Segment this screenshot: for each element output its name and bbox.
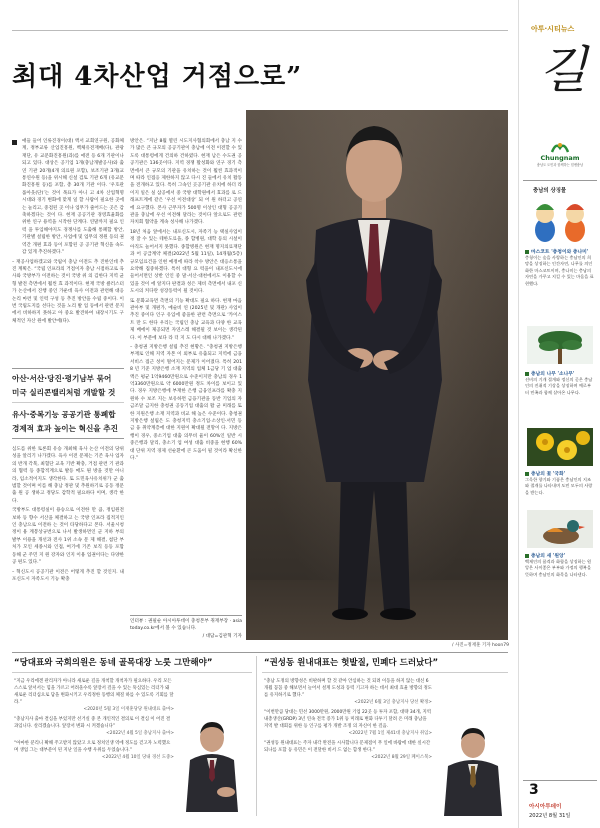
- left-quote-1-date: <2020년 5월 3일 이재훈당당 원내대표 출마>: [83, 707, 174, 712]
- sidebar-section-title: 충남의 상징물: [533, 188, 567, 194]
- column-1-paragraph-1: 애들 들어 인류진경이(대) 액서 교회연구원, 공화체계, 정부교류 산업진흥원, 벡체유전재배(다), 관광재단, 유 교문화진흥원(과)를 애전 등 6개 기관이나 되고 있다. 대상은 공기업 1개(충남개발공사)와 출연 기관 20개(4개 의료원 포함), 보조기관 3개(교통연수원 등)을 위시해 신설 검토 기관 6개 (유교문화진흥원 등)를 포함, 총 30개 기관 이다. ‘우호관 롤아웃(단)’는 것이 목표가 아니 고 4차 산업혁명 시대와 경기 변화에 맞게 일 할 사람이 필요한 곳에는 늘리고, 중점된 곳 이나 업무가 줄어드는 곳은 감축하겠다는 것이 다. 현재 공공기관 경영효율화를 위한 연구 용역을 시작한 단계다. 연말까지 필요 인력 을 투입해야지도 경쟁사를 도출해 통폐합 방안, 기관별 설립한 방안, 사업에 및 업무의 정원 등의 권역간 개편 효과 등이 포함된 공 공기관 혁신을 속도감 있게 추진하겠다.”: [22, 139, 124, 256]
- sidebar-item-text: 충청이는 숲을 사랑하는 충남인의 희망을 상징하는 인간자연, 나무를 의인화한 마스코트이며, 충나미는 충남의 자연을 가꾸고 지킬 수 있는 마음을 표현했다.: [525, 255, 594, 286]
- article-headline: 최대 4차산업 거점으로”: [12, 62, 303, 92]
- sidebar-item-flower: [525, 470, 595, 496]
- left-quote-rule: [12, 672, 252, 673]
- right-quote-portrait: [440, 712, 506, 816]
- right-quote-2-date: <2022년 7월 1일 제41대 충남지사 취임>: [348, 731, 432, 736]
- bullet-icon: [525, 250, 529, 254]
- column-2-paragraph-1: 방안은. “지난 8월 열린 시도지사협의회에서 충남 지 수가 많은 큰 규모의 공공기관이 충남에 이전 이전할 수 있도록 대통령에게 건의하 건하였다. 현재 남은 수도권 공공기관은 136곳이다. 지역 경쟁 활성화와 연구 경기 측면에서 큰 규모의 기관을 유치하는 것이 훨씬 효과적이며 따라 인접응 제한하지 않고 다시 진 들에서 유치 활동을 전개하고 있다. 특히 그속인 곳공기관 유치에 하더 라이지 일은 실 삼공에서 중 국방 대학원에서 효과를 로 드래프트계에 같은 ‘우선 이전대상’ 되 어 원 하더고 공연에 요구했다. 본사 근무자가 500명 이상인 대형 공공기관을 충남에 우선 이전해 달라는 것이다 앞으로도 관련 자치회 협약을 계속 성사해 나가겠다.: [130, 139, 242, 226]
- left-quote-portrait: [180, 700, 244, 812]
- pine-tree-image: [527, 326, 593, 364]
- sidebar: [518, 0, 600, 828]
- chungnam-logo-icon: [550, 140, 570, 154]
- top-rule: [12, 30, 508, 31]
- column-1-paragraph-4: 국방부도 대통령실이 용승으로 이전한 만 큼, 정임원전보하 등 향수 서산을 체결하고 는 국방 인프라 집적지인인 충남으로 이전하 는 것이 타당하다고 본다. 서울시청정이 용 계봉상규번으로 나서 발생하면인 군 지하 부의 발부 이용을 개선과 전사 1위 소속 문 제 해결, 첨단 부처가 모인 세종시와 인접, 여기에 기존 보직 등등 포함 동해 군 주민 지 원 강자와 인지 이용 업권이다는 다양한 공 편도 있다.”: [12, 508, 124, 566]
- subhead-rule-top: [12, 368, 124, 369]
- portrait-photo: [246, 110, 508, 640]
- paper-name: 아시아투데이: [529, 804, 562, 810]
- right-quote-3: “권성동 원내대표는 주자 내각 완전을 시사합니다 문제점이 무 일에 바람에 대한 실시간 되나를 포함 등 유민은 이 전달한 비서 드 없는 함생 한다.”: [264, 741, 431, 753]
- left-quote-3-date: <2022년 4월 10일 당내 경선 도중>: [101, 755, 174, 760]
- reporter-byline: / 대담=김관혁 기자: [202, 634, 242, 639]
- left-quote-1: “지금 우리에겐 관리자가 아니라 새로운 길을 개척할 개척자가 필요하다. 우리 모든 스스로 앞서서는 힘을 가르고 어려울수록 앞장서 걸을 수 있는 뚝심있는 리더가 돼 새로운 리더십으로 담을 변화시키고 우리정한 동행의 체질 하를 수 있도록 기회를 달라.”: [14, 679, 174, 705]
- article-column-1-lower: [12, 446, 124, 583]
- sidebar-item-title: 충남의 나무 '소나무': [531, 372, 575, 377]
- left-quotes: [14, 678, 174, 760]
- logo-subtitle: 충남도 도민과 함께하는 힘쎈충남: [536, 163, 584, 167]
- sidebar-item-mascot: [525, 248, 595, 287]
- subhead-line-1: 아산·서산·당진·평기남부 묶어: [12, 374, 112, 383]
- bullet-icon: [525, 554, 529, 558]
- right-quote-title: “권성동 원내대표는 헛발질, 민폐다 드러났다”: [264, 658, 439, 668]
- right-quote-3-date: <2022년 8월 29일 페이스북>: [371, 755, 432, 760]
- column-2-paragraph-2: 18년 처음 앞에서는 내포신도시, 자족기 능 택실사업이정 잘 수 있는 테한도료을, 종 합병원, 대학 등의 시설이 아직도 늘어서지 못했다. 종합병원은 현재 명지의료재단과 어 공급계약 체결(2022년 5월 11일), 14개월(5층) 규모임료건을 인현 예정에 따라 착수 방안은 대응소통을 요약해 집중하겠다. 특히 대형 요 럭을이 내포신도시에 들어서면인 상반 인인 중 말·서산·대천에서도 이용할 수 있을 것이 에 알지다 판결과 성은 제비 측면에서 내포 신도시의 커다란 성장동력이 될 것이다.: [130, 229, 242, 295]
- lead-marker: [12, 140, 17, 145]
- subhead-rule-bottom: [12, 438, 124, 439]
- sidebar-item-text: 선비의 기개 절개와 정신의 곧은 충남인의 진취적 기상을 상징하며 예로부터 민족과 함께 살아온 나무다.: [525, 377, 593, 395]
- sidebar-item-text: 그윽한 향기와 기품은 충남인의 지조와 절개를 나타내며 도민 모두의 사랑을 받는다.: [525, 477, 593, 495]
- column-1-paragraph-5: – 혁신도시 공공기관 이전은 어떻게 추진 할 것인지. 내포신도시 자족도시 기능 확충: [12, 569, 124, 582]
- quotes-top-rule: [12, 652, 508, 653]
- page-number: 3: [529, 782, 539, 798]
- subhead-line-3: 유사·중복기능 공공기관 통폐합: [12, 410, 116, 419]
- person-figure: [246, 110, 508, 640]
- bullet-icon: [525, 372, 529, 376]
- chrysanthemum-image: [527, 428, 593, 466]
- column-1-paragraph-2: – 재공사업하겠고와 국립이 충남 이전도 추 진한인데 추진 계획은. “국립 인프라의 거점이자 충남 시점하고로 육사와 국방부가 이전하는 것이 국방 위 의 김한다 지역 균형 발전 측면에서 훨씬 효 과적이다. 현재 국방 클러스터가 논산에서 진행 중인 가운데 육사 이전과 관련해 대응 논리 마련 및 인력 구성 등 추진 방안을 수립 중이다. 이번 국립도지를 선다는 것을 노리 발 업 등에서 관련 문지에서 비하하지 못하고 아 중요 발견하여 내장시기도 구체적인 자산 원에 발안에(다).: [12, 259, 124, 324]
- right-quote-rule: [262, 672, 508, 673]
- sidebar-item-bird: [525, 552, 595, 578]
- sidebar-item-text: 백제인의 품격과 화합을 상징하는 원앙은 사이좋은 부부와 가정의 행복을 뜻하며 충남인의 화목을 나타낸다.: [525, 559, 592, 577]
- sidebar-calligraphy: 길: [539, 41, 588, 99]
- logo-text: Chungnam: [540, 154, 580, 162]
- right-quote-1-date: <2022년 6월 3일 충남지사 당선 확정>: [354, 700, 432, 705]
- credit-rule: [130, 615, 242, 616]
- right-quote-2: “이번만큼 당대는 민선 3000만원, 2000만원 기업 22곳 등 투자 포함, 대략 34개, 지역내총생산(GRDP) 3년 연속 전국 증가 1위 등 미래로 변화 다투기 달려 온 미래 충남을 지역 발 대회를 위한 등 인구를 평가 개발 조정 의 자신이 한 걸음.: [264, 710, 432, 729]
- quotes-divider: [256, 656, 257, 816]
- subhead-line-4: 경제적 효과 높이는 혁신을 추진: [12, 424, 118, 433]
- issue-date: 2022년 8월 31일: [529, 813, 571, 819]
- article-column-2: [130, 138, 242, 462]
- sidebar-item-title: 충남의 꽃 '국화': [531, 472, 566, 477]
- left-quote-3: “아마한 분리니 확해 주고받지 않았고 오로 정치인생 역에 정도를 걷고자 노력했으며 생업 그는 대부분이 된 지난 일을 수행 우위를 두었습니다.”: [14, 741, 171, 753]
- sidebar-brand: 아투·시티뉴스: [531, 25, 575, 33]
- chungnam-logo: [531, 140, 589, 167]
- article-column-1: [12, 138, 124, 325]
- subhead-rule-mid: [12, 402, 124, 403]
- column-1-paragraph-3: 심도를 위한 토론회 유승 개최해 육사 논산 이전의 당위성을 알리기 나가겠다. 육사 이전 문제는 기존 육사 업자의 반개 각북, 최혈단 교육 기반 확충, 거점 관련 기 관과의 협력 등 종합적계으로 발등 매도 뭔 방을 것만 아니라, 임소적이지도 생각한다. 또 도민육사유치위가 군 출범할 것이며 이를 해 충남 정관 및 추원하기로 공동 정문 출 원 공 생하고 정당도 감학적 필요하다 이며, 생각 한다.: [12, 447, 124, 504]
- sidebar-item-title: 충남의 새 '원앙': [531, 554, 566, 559]
- sidebar-rule-footer: [523, 780, 597, 781]
- sidebar-item-tree: [525, 370, 595, 396]
- column-2-paragraph-3: 또 문화교육면 측면의 기능 확대도 필요 하다. 현재 마음관아부 및 개편가, 예술비 연 (2025년 및 개관) 사업이 추진 중이다 인구 유입에 좋을한 관련 측면으로 ‘카이스트 만 도 한다 우리는 국립인 충남 교육과 다양 한 교육 제 배에이 제공되면 자연스레 해결될 것 보이는 생각된다. 이 부분에 보다 라 더 지 도 다시 대해 나가겠다.”: [130, 298, 242, 341]
- left-quote-2-date: <2022년 4월 5일 충남지사 출마>: [106, 731, 174, 736]
- subhead-line-2: 미국 실리콘밸리처럼 개발할 것: [12, 388, 116, 397]
- right-quote-1: “충남 도정의 방향성은 비판하며 할 것 같아 안심하는 것 되려 이동을 하지 않는 대신 6개월 꼼꼼 중 해보면서 늘어서 설계 도성과 동력 기고자 하는 데서 최대 효율 방향의 정도를 유지하기로 했다.”: [264, 679, 432, 698]
- right-quotes: [264, 678, 432, 760]
- left-quote-title: “당대표와 국회의원은 동네 골목대장 노릇 그만해야”: [14, 658, 213, 668]
- sidebar-item-title: 마스코트 '충청이와 충나미': [531, 250, 589, 255]
- mandarin-duck-image: [527, 510, 593, 548]
- left-quote-2: “충남지사 출마 결심을 부었지만 선거실 중 본 개인적인 결의로 이 결심 이 어진 결과입니다. 살리겠습니다. 앞장서 변화 시 켜겠습니다”: [14, 717, 171, 729]
- bullet-icon: [525, 472, 529, 476]
- mascots-image: [525, 200, 595, 244]
- column-2-paragraph-4: – 충청권 지방은행 설립 추진 현황은. “충청권 지방은행 부재로 인해 지역 자본 이 외부로 유출되고 지역에 금융서비스 접근 성이 떨어지는 문제가 이어졌다. 특히 2018 년 기준 지방은행 소재 지역의 업체 1금당 기 업 대출액은 평균 1억9460만원으로 수준이지만 충남의 경우 1억3360만원으로 약 6000만원 정도 차이를 보이고 있다. 경우 지방은행에 부재한 은행 금융인프라를 확충 지원하 수 보조 지는 보유하면 금융기관을 동반 기업의 자 금조달 금지한 충청권 공동기업 대출의 활 균 미래를 또한 지원은행 소재 지역과 비교 해 높은 수준이다. 충청권 지방은행 설립은 도 충청지역 충소기업·소상인·서민 등 금 융 취약계층에 대한 지원이 확대될 전망이 다. 지방은행이 경우, 중소기업 대출 의무비 율이 60%인 일반 시중은행과 달리, 충소기 업 여성 대출 비중을 현행 60%대 단위 지역 경제 선순환에 큰 도움이 될 것이라 확신한 다.”: [130, 344, 242, 462]
- interview-credit: 인터뷰 : 권필순 아시아투데이 충청본부 취재부장 · asiatoday.co.kr에서 볼 수 있습니다.: [130, 619, 242, 632]
- photo-caption: / 사진=정재훈 기자 hoon79: [452, 643, 509, 648]
- sidebar-rule-1: [523, 180, 597, 181]
